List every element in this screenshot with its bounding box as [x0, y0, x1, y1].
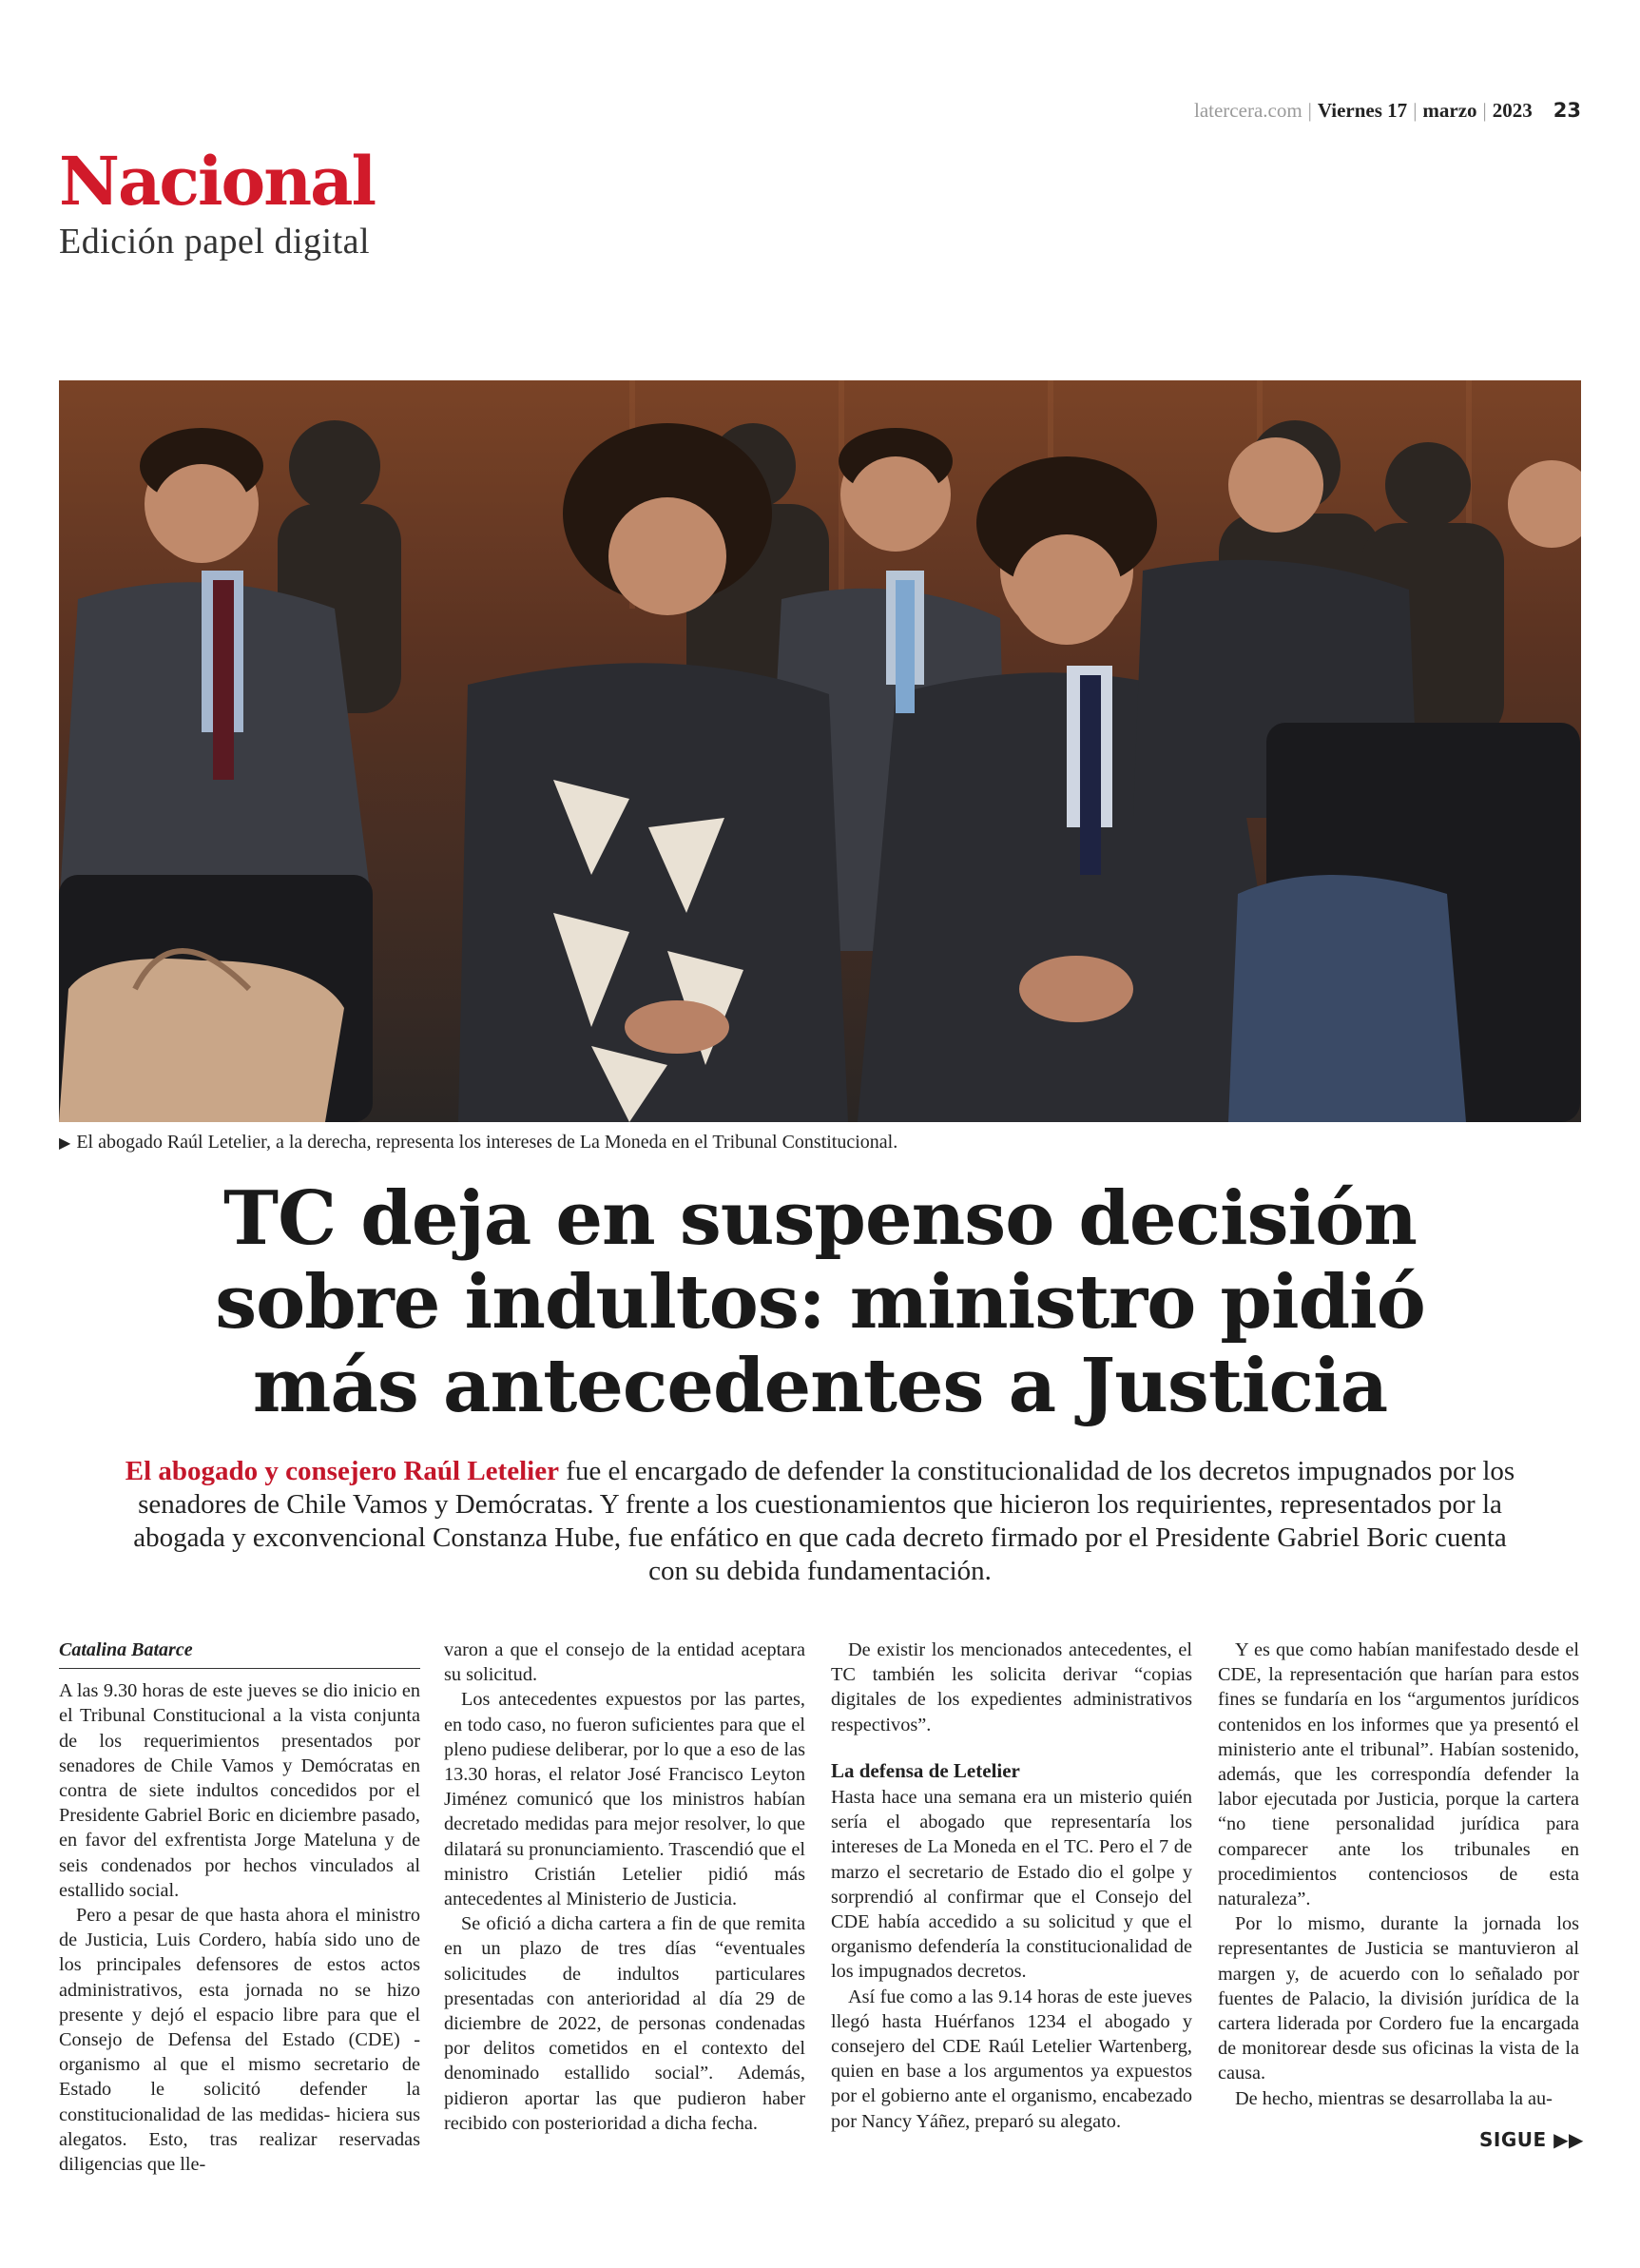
article-column-2: [444, 1638, 805, 2136]
photo-illustration: [59, 380, 1581, 1122]
paragraph: De existir los mencionados antecedentes, el TC también les solicita derivar “copias digitales de los expedientes administrativos respectivos”.: [831, 1639, 1192, 1735]
date-year: 2023: [1492, 99, 1533, 122]
subheading: La defensa de Letelier: [831, 1758, 1020, 1782]
caption-text: El abogado Raúl Letelier, a la derecha, representa los intereses de La Moneda en el Tribunal Constitucional.: [76, 1132, 898, 1153]
paragraph: A las 9.30 horas de este jueves se dio inicio en el Tribunal Constitucional a la vista conjunta de los requerimientos presentados por senadores de Chile Vamos y Demócratas en contra de siete indultos concedidos por el Presidente Gabriel Boric en diciembre pasado, en favor del exfrentista Jorge Mateluna y de seis condenados por hechos vinculados al estallido social.: [59, 1680, 420, 1901]
byline: Catalina Batarce: [59, 1638, 420, 1669]
caption-triangle-icon: ▶: [59, 1135, 71, 1152]
article-headline: [59, 1177, 1581, 1428]
photo-caption: [59, 1132, 897, 1153]
page-number: 23: [1553, 99, 1581, 122]
paragraph: Así fue como a las 9.14 horas de este jueves llegó hasta Huérfanos 1234 el abogado y consejero del CDE Raúl Letelier Wartenberg, quien en base a los argumentos ya expuestos por el gobierno ante el organismo, encabezado por Nancy Yáñez, preparó su alegato.: [831, 1986, 1192, 2132]
date-day: Viernes 17: [1317, 99, 1408, 122]
paragraph: Hasta hace una semana era un misterio quién sería el abogado que representaría los intereses de La Moneda en el TC. Pero el 7 de marzo el secretario de Estado dio el golpe y sorprendió al confirmar que el Consejo del CDE había accedido a su solicitud y que el organismo defendería la constitucionalidad de los impugnados decretos.: [831, 1787, 1192, 1983]
date-month: marzo: [1422, 99, 1477, 122]
site-name: latercera.com: [1194, 99, 1302, 122]
article-column-3: [831, 1638, 1192, 2134]
article-photo: [59, 380, 1581, 1122]
paragraph: Los antecedentes expuestos por las partes, en todo caso, no fueron suficientes para que el pleno pudiese deliberar, por lo que a eso de las 13.30 horas, el relator José Francisco Leyton Jiménez comunicó que los ministros habían decretado medidas para mejor resolver, lo que dilatará su pronunciamiento. Trascendió que el ministro Cristián Letelier pidió más antecedentes al Ministerio de Justicia.: [444, 1689, 805, 1910]
headline-line: TC deja en suspenso decisión: [223, 1175, 1417, 1262]
deck-lead: El abogado y consejero Raúl Letelier: [125, 1456, 559, 1486]
deck-text: fue el encargado de defender la constitucionalidad de los decretos impugnados por los senadores de Chile Vamos y Demócratas. Y frente a los cuestionamientos que hicieron los requirientes, representados por la abogada y exconvencional Constanza Hube, fue enfático en que cada decreto firmado por el Presidente Gabriel Boric cuenta con su debida fundamentación.: [133, 1456, 1515, 1586]
continue-link[interactable]: SIGUE ▶▶: [1479, 2128, 1584, 2151]
article-column-1: [59, 1638, 420, 2177]
paragraph: Por lo mismo, durante la jornada los representantes de Justicia se mantuvieron al margen y, de acuerdo con lo señalado por fuentes de Palacio, la división jurídica de la cartera liderada por Cordero fue la encargada de monitorear desde sus oficinas la vista de la causa.: [1218, 1913, 1579, 2084]
paragraph: Se ofició a dicha cartera a fin de que remita en un plazo de tres días “eventuales solicitudes de indultos particulares presentadas con anterioridad al día 29 de diciembre de 2022, de personas condenadas por delitos cometidos en el contexto del denominado estallido social”. Además, pidieron aportar las que pudieron haber recibido con posterioridad a dicha fecha.: [444, 1913, 805, 2134]
article-deck: [114, 1455, 1526, 1588]
headline-line: sobre indultos: ministro pidió: [215, 1259, 1425, 1346]
paragraph: Y es que como habían manifestado desde el CDE, la representación que harían para estos fines se fundaría en los “argumentos jurídicos contenidos en los informes que ya presentó el ministerio ante el tribunal”. Habían sostenido, además, que les correspondía defender la labor ejecutada por Justicia, porque la cartera “no tiene personalidad jurídica para comparecer ante los tribunales en procedimientos contenciosos de esta naturaleza”.: [1218, 1639, 1579, 1910]
paragraph: varon a que el consejo de la entidad aceptara su solicitud.: [444, 1639, 805, 1686]
paragraph: De hecho, mientras se desarrollaba la au-: [1235, 2087, 1553, 2109]
edition-label: Edición papel digital: [59, 222, 371, 262]
section-title: Nacional: [59, 142, 376, 221]
page-folio: latercera.com | Viernes 17 | marzo | 2023 23: [1194, 99, 1581, 122]
article-column-4: [1218, 1638, 1579, 2111]
headline-line: más antecedentes a Justicia: [252, 1343, 1388, 1429]
paragraph: Pero a pesar de que hasta ahora el ministro de Justicia, Luis Cordero, había sido uno de los principales defensores de estos actos administrativos, esta jornada no se hizo presente y dejó el espacio libre para que el Consejo de Defensa del Estado (CDE) -organismo al que el mismo secretario de Estado le solicitó defender la constitucionalidad de las medidas- hiciera sus alegatos. Esto, tras realizar reservadas diligencias que lle-: [59, 1905, 420, 2176]
